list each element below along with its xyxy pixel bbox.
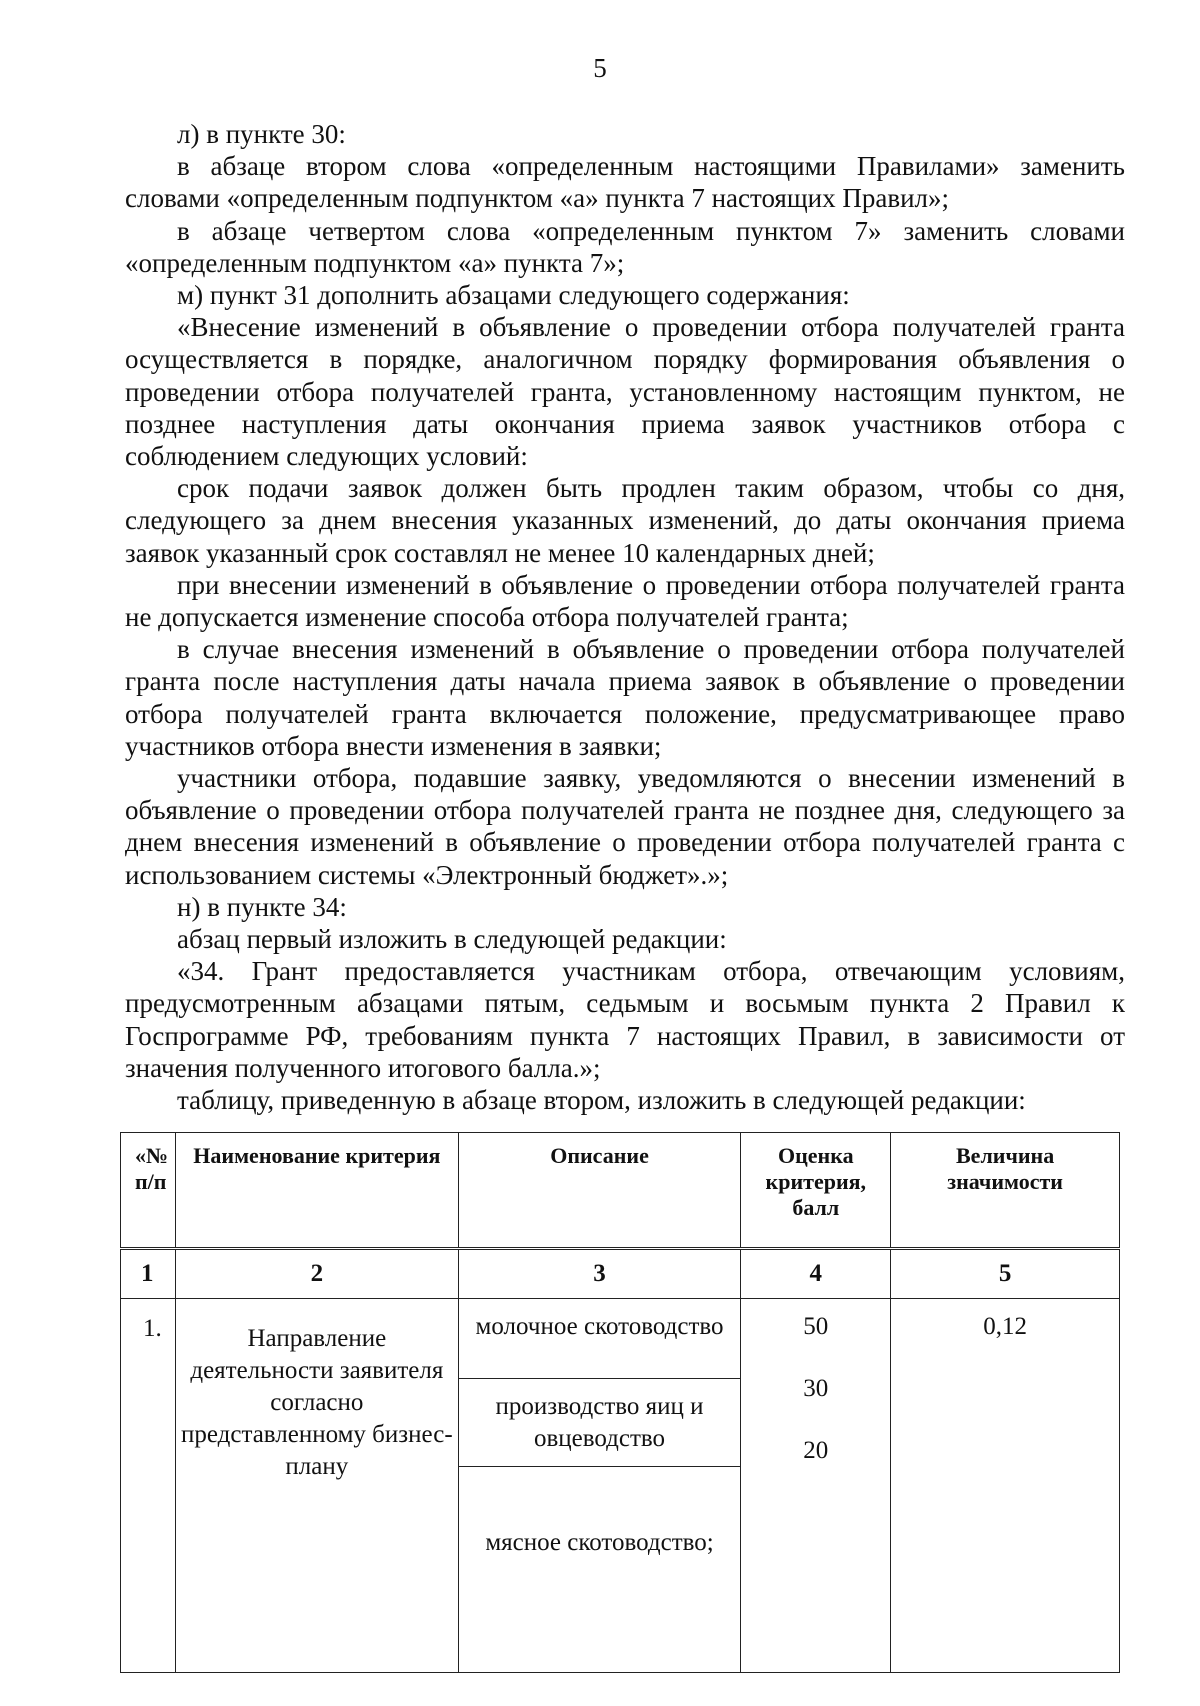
document-body [125, 118, 1125, 1116]
row-number: 1. [121, 1299, 176, 1673]
score-value: 20 [803, 1437, 829, 1464]
criterion-scores [741, 1299, 891, 1673]
table-header-row [121, 1133, 1120, 1249]
paragraph: н) в пункте 34: [177, 891, 347, 922]
header-score: Оценка критерия, балл [741, 1133, 891, 1249]
column-number: 3 [458, 1249, 741, 1299]
paragraph: таблицу, приведенную в абзаце втором, изложить в следующей редакции: [177, 1085, 1026, 1116]
column-number: 4 [741, 1249, 891, 1299]
paragraph: участники отбора, подавшие заявку, уведомляются о внесении изменений в объявление о проведении отбора получателей гранта не позднее дня, следующего за днем внесения изменений в объявление о проведении отбора получателей гранта с использованием системы «Электронный бюджет».»; [125, 763, 1125, 890]
paragraph: в абзаце втором слова «определенным настоящими Правилами» заменить словами «определенным подпунктом «а» пункта 7 настоящих Правил»; [125, 151, 1125, 214]
header-description: Описание [458, 1133, 741, 1249]
criteria-table [120, 1132, 1120, 1673]
score-value: 30 [803, 1375, 829, 1402]
header-number: «№ п/п [121, 1133, 176, 1249]
header-criterion-name: Наименование критерия [175, 1133, 458, 1249]
description-item: молочное скотоводство [459, 1299, 741, 1379]
paragraph: «Внесение изменений в объявление о проведении отбора получателей гранта осуществляется в порядке, аналогичном порядку формирования объявления о проведении отбора получателей гранта, установленному настоящим пунктом, не позднее наступления даты окончания приема заявок участников отбора с соблюдением следующих условий: [125, 312, 1125, 472]
paragraph: «34. Грант предоставляется участникам отбора, отвечающим условиям, предусмотренным абзацами пятым, седьмым и восьмым пункта 2 Правил к Госпрограмме РФ, требованиям пункта 7 настоящих Правил, в зависимости от значения полученного итогового балла.»; [125, 956, 1125, 1083]
paragraph: л) в пункте 30: [177, 119, 346, 149]
column-number: 1 [121, 1249, 176, 1299]
paragraph: при внесении изменений в объявление о проведении отбора получателей гранта не допускается изменение способа отбора получателей гранта; [125, 569, 1125, 633]
paragraph: в случае внесения изменений в объявление о проведении отбора получателей гранта после наступления даты начала приема заявок в объявление о проведении отбора получателей гранта включается положение, предусматривающее право участников отбора внести изменения в заявки; [125, 634, 1125, 761]
score-value: 50 [803, 1313, 829, 1340]
criterion-name: Направление деятельности заявителя согласно представленному бизнес-плану [175, 1299, 458, 1673]
paragraph: м) пункт 31 дополнить абзацами следующего содержания: [177, 280, 850, 311]
page-number: 5 [593, 53, 607, 83]
paragraph: абзац первый изложить в следующей редакции: [177, 924, 727, 955]
weight-value: 0,12 [891, 1299, 1120, 1673]
paragraph: в абзаце четвертом слова «определенным пунктом 7» заменить словами «определенным подпунктом «а» пункта 7»; [125, 215, 1125, 278]
column-number: 5 [891, 1249, 1120, 1299]
column-number-row [121, 1249, 1120, 1299]
criterion-descriptions [458, 1299, 741, 1673]
table-row [121, 1299, 1120, 1673]
column-number: 2 [175, 1249, 458, 1299]
description-item: мясное скотоводство; [485, 1529, 714, 1556]
description-item: производство яиц и овцеводство [459, 1379, 741, 1467]
header-weight: Величина значимости [891, 1133, 1120, 1249]
paragraph: срок подачи заявок должен быть продлен таким образом, чтобы со дня, следующего за днем внесения указанных изменений, до даты окончания приема заявок указанный срок составлял не менее 10 календарных дней; [125, 473, 1125, 568]
